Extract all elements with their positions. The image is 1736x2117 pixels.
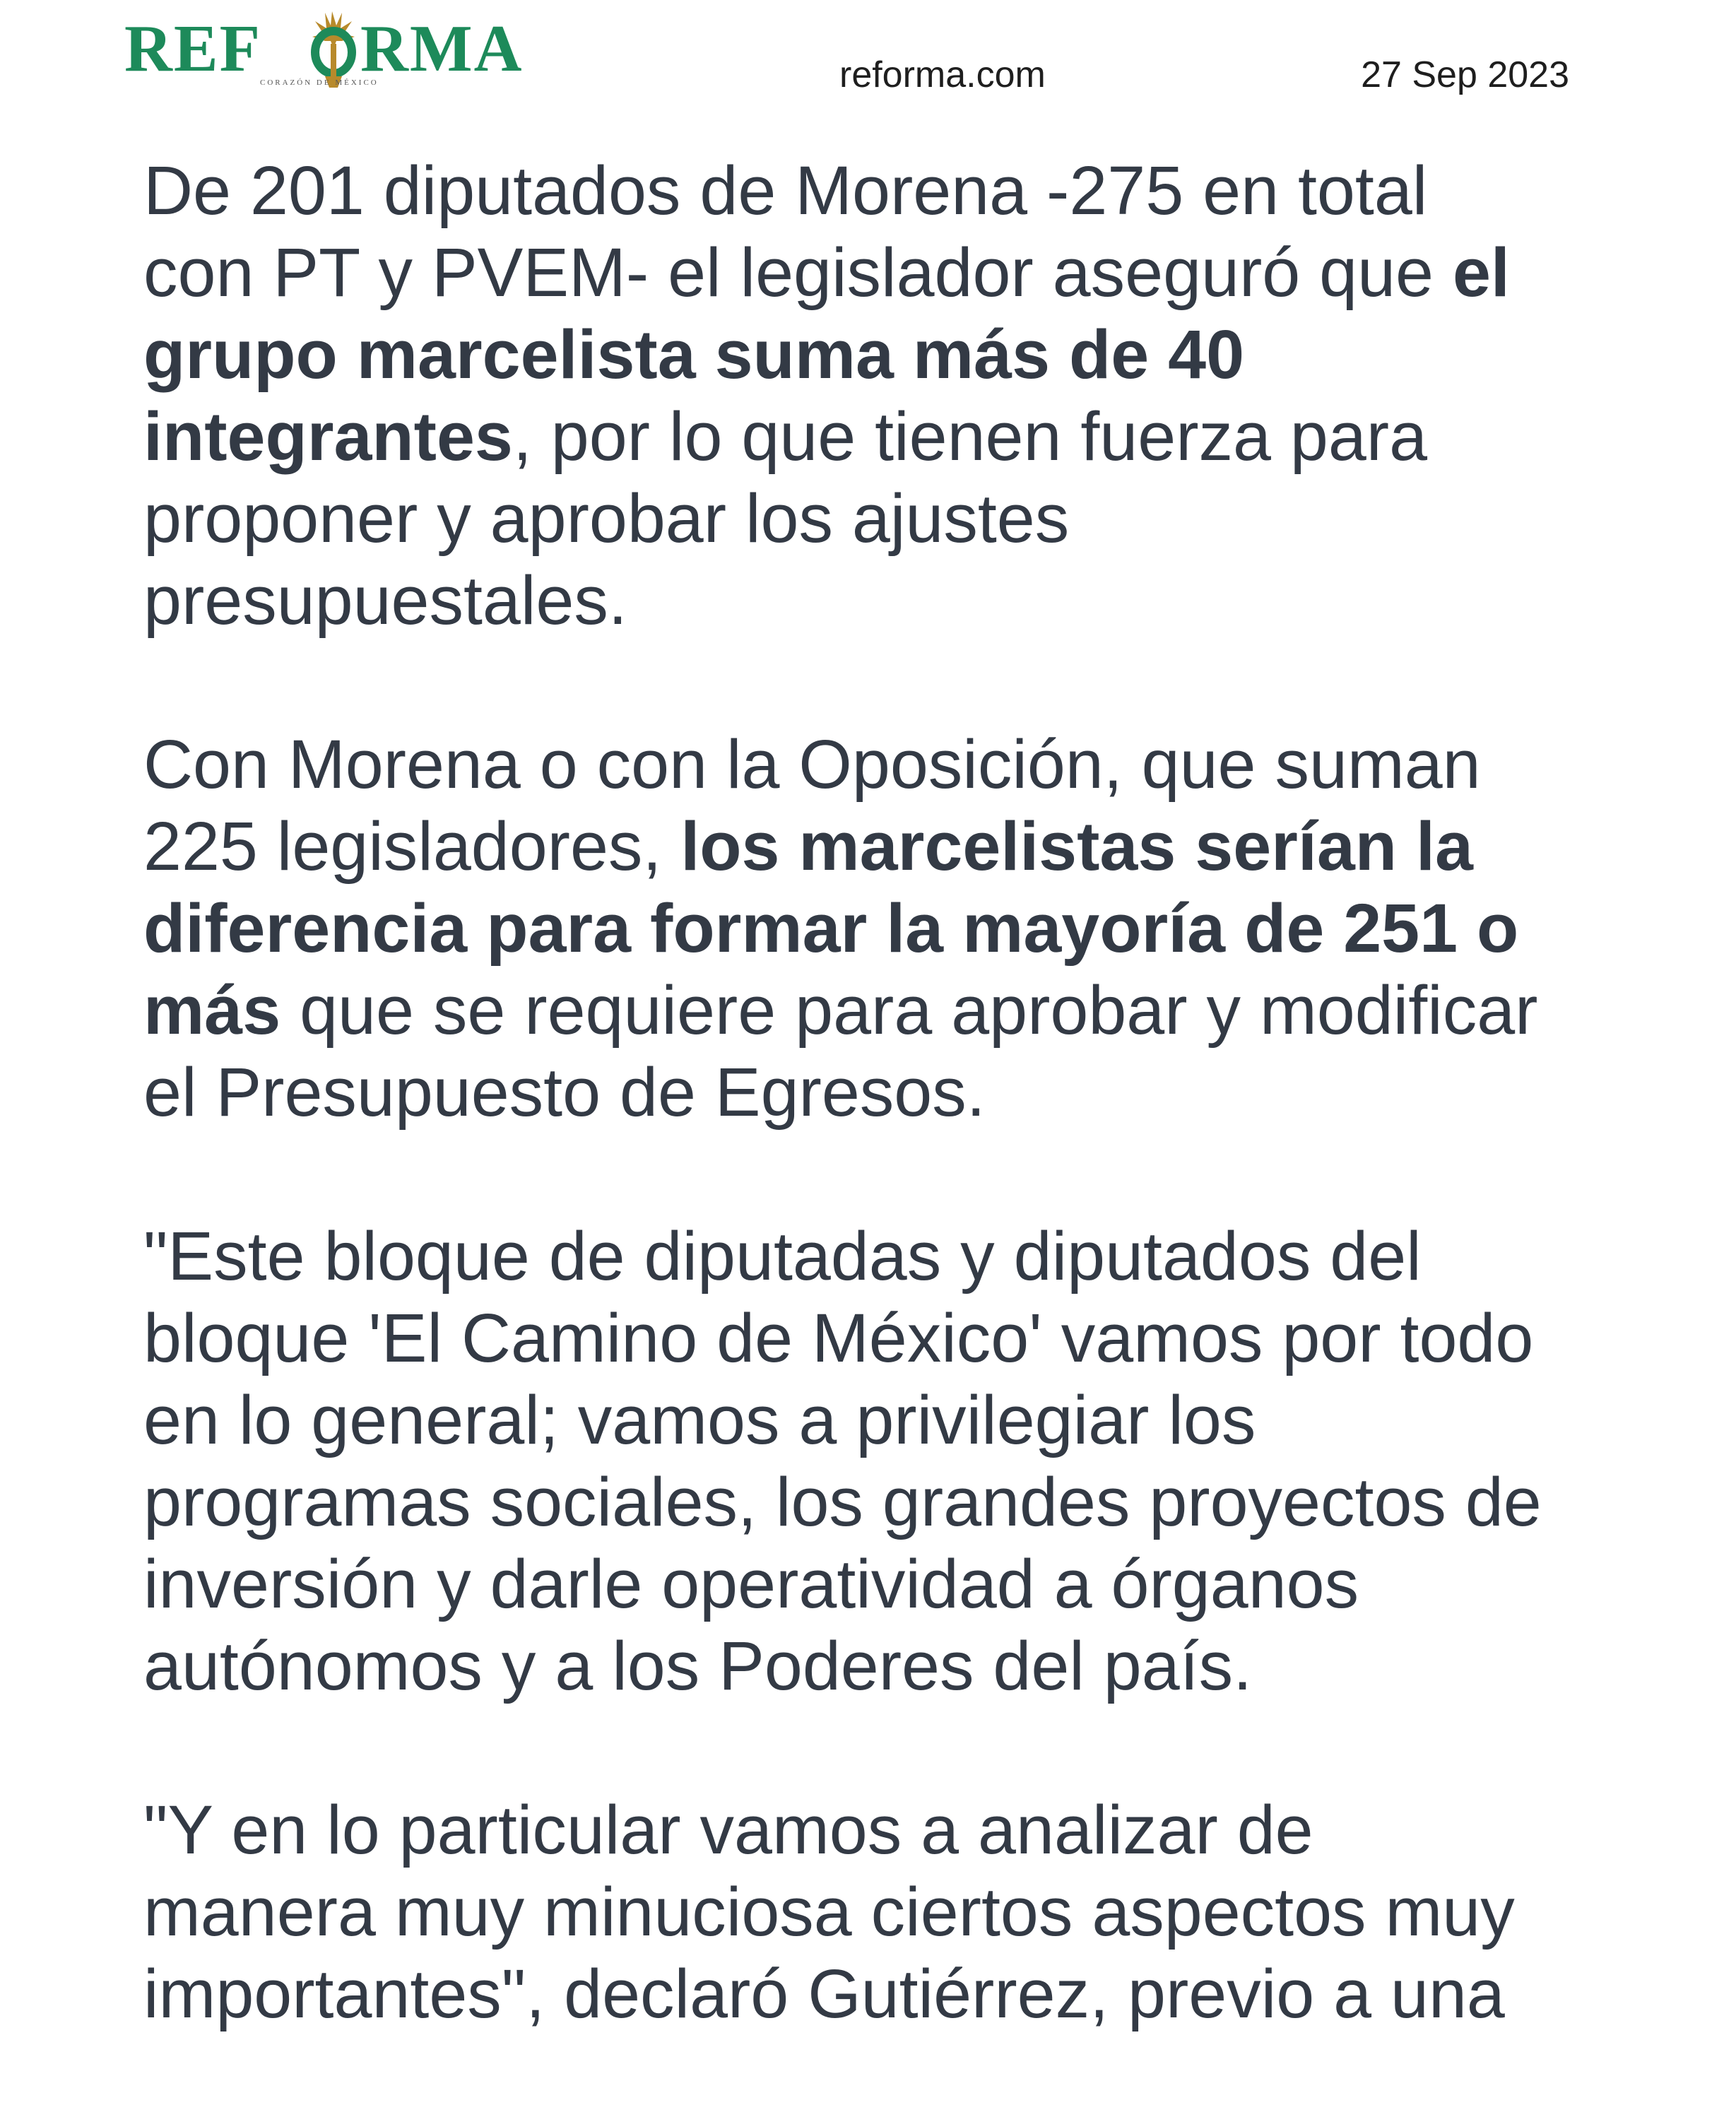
paragraph-4: "Y en lo particular vamos a analizar de manera muy minuciosa ciertos aspectos muy importantes", declaró Gutiérrez, previo a una [143, 1791, 1515, 2032]
paragraph-1-bold: el grupo marcelista suma más de 40 integrantes [143, 234, 1510, 475]
paragraph-3: "Este bloque de diputadas y diputados del bloque 'El Camino de México' vamos por todo en lo general; vamos a privilegiar los programas sociales, los grandes proyectos de inversión y darle operatividad a órganos autónomos y a los Poderes del país. [143, 1217, 1542, 1704]
paragraph-2-text-c: que se requiere para aprobar y modificar el Presupuesto de Egresos. [143, 972, 1538, 1131]
paragraph-1-text-c: , por lo que tienen fuerza para proponer y aprobar los ajustes presupuestales. [143, 398, 1428, 639]
paragraph-1 [143, 150, 1627, 642]
page-header [0, 0, 1736, 106]
paragraph-2-bold: los marcelistas serían la diferencia para formar la mayoría de 251 o más [143, 808, 1519, 1049]
angel-icon [312, 11, 355, 88]
publication-date: 27 Sep 2023 [1361, 54, 1569, 95]
svg-text:RMA: RMA [360, 12, 524, 85]
reforma-logo[interactable] [122, 6, 581, 90]
paragraph-1-text-a: De 201 diputados de Morena -275 en total con PT y PVEM- el legislador aseguró que [143, 152, 1434, 311]
reforma-logo-graphic [122, 6, 581, 90]
site-domain[interactable]: reforma.com [839, 54, 1046, 95]
paragraph-2 [143, 724, 1627, 1133]
article-body [143, 150, 1627, 2117]
svg-text:CORAZÓN DE MÉXICO: CORAZÓN DE MÉXICO [260, 78, 379, 87]
svg-text:REF: REF [124, 12, 261, 85]
paragraph-2-text-a: Con Morena o con la Oposición, que suman 225 legisladores, [143, 726, 1481, 885]
